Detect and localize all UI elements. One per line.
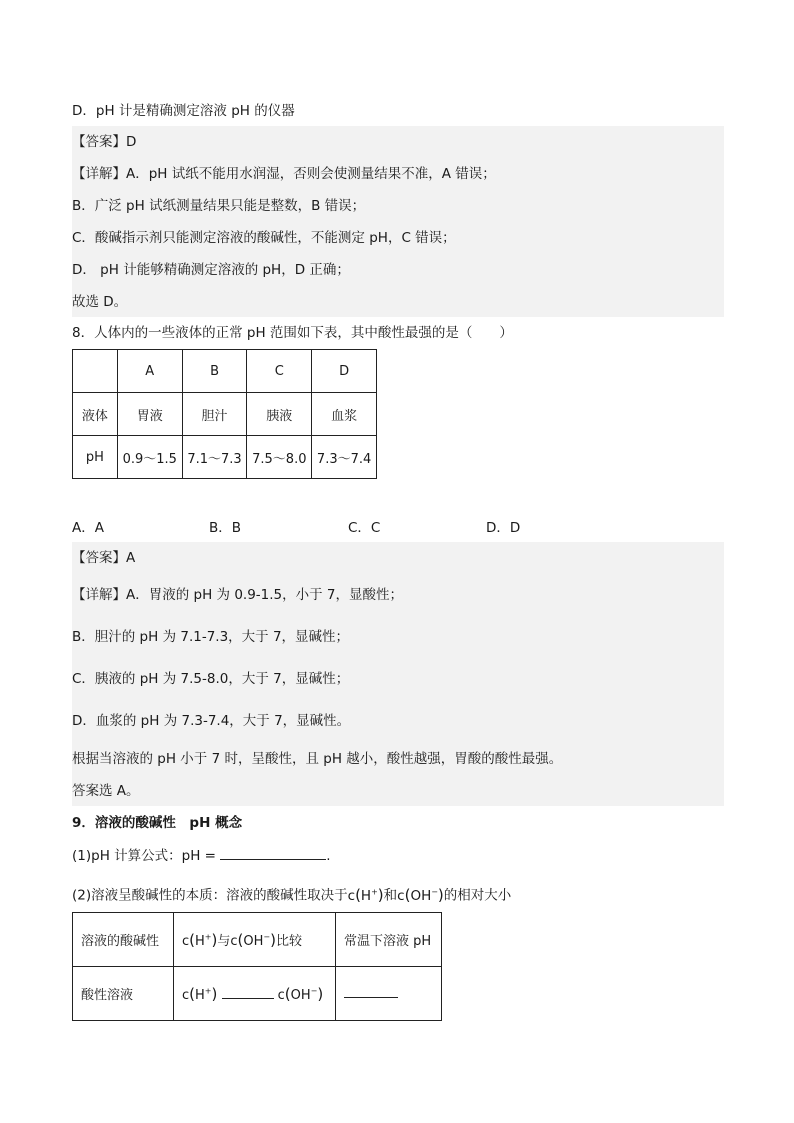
ph-blank[interactable] (344, 985, 398, 998)
detail-a: 【详解】A．pH 试纸不能用水润湿，否则会使测量结果不准，A 错误； (72, 166, 496, 182)
q8-reasoning: 根据当溶液的 pH 小于 7 时，呈酸性，且 pH 越小，酸性越强，胃酸的酸性最强。 (72, 751, 563, 767)
q9-title-text: 溶液的酸碱性 pH 概念 (94, 815, 243, 831)
comparison-cell: c(H+) c(OH−) (174, 967, 336, 1021)
option-a: A．A (72, 520, 104, 536)
c-oh-expression: c(OH−) (397, 885, 444, 904)
q8-answer-label: 【答案】A (72, 550, 136, 566)
table-cell: 7.1～7.3 (182, 436, 247, 479)
table-cell: 0.9～1.5 (117, 436, 182, 479)
q9-item1-prefix: (1)pH 计算公式：pH = (72, 848, 216, 864)
table-header-cell: B (182, 350, 247, 393)
table-header-cell: D (312, 350, 377, 393)
q9-title (72, 813, 242, 833)
q9-item2-mid: 和 (383, 887, 398, 904)
table-header-cell: c(H+)与c(OH−)比较 (174, 913, 336, 967)
q9-item1 (72, 846, 331, 866)
option-d-text: D．pH 计是精确测定溶液 pH 的仪器 (72, 103, 295, 119)
conclusion: 故选 D。 (72, 294, 128, 310)
q9-item1-suffix: . (326, 848, 331, 864)
q8-detail-a: 【详解】A．胃液的 pH 为 0.9-1.5，小于 7，显酸性； (72, 587, 404, 603)
answer-label: 【答案】D (72, 134, 137, 150)
table-cell: 7.5～8.0 (247, 436, 312, 479)
table-cell: 酸性溶液 (73, 967, 174, 1021)
detail-c: C．酸碱指示剂只能测定溶液的酸碱性，不能测定 pH，C 错误； (72, 230, 456, 246)
q8-detail-d: D．血浆的 pH 为 7.3-7.4，大于 7，显碱性。 (72, 713, 351, 729)
q9-item2-suffix: 的相对大小 (443, 887, 512, 904)
detail-b: B．广泛 pH 试纸测量结果只能是整数，B 错误； (72, 198, 366, 214)
table-header-cell: 常温下溶液 pH (336, 913, 442, 967)
option-d: D．D (486, 520, 521, 536)
q8-conclusion: 答案选 A。 (72, 783, 140, 799)
acidity-table (72, 912, 442, 1021)
q8-detail-b: B．胆汁的 pH 为 7.1-7.3，大于 7，显碱性； (72, 629, 350, 645)
table-header-cell: A (117, 350, 182, 393)
ph-table (72, 349, 377, 479)
c-h-expression: c(H+) (347, 885, 384, 904)
table-cell: 7.3～7.4 (312, 436, 377, 479)
q9-title-num: 9． (72, 815, 95, 831)
table-header-cell: 溶液的酸碱性 (73, 913, 174, 967)
answer-shade (72, 126, 724, 317)
table-header-cell (73, 350, 118, 393)
option-b: B．B (209, 520, 242, 536)
table-cell: 液体 (73, 393, 118, 436)
table-header-cell: C (247, 350, 312, 393)
q8-detail-c: C．胰液的 pH 为 7.5-8.0，大于 7，显碱性； (72, 671, 350, 687)
table-cell: 胆汁 (182, 393, 247, 436)
q8-stem: 8．人体内的一些液体的正常 pH 范围如下表，其中酸性最强的是（ ） (72, 325, 513, 341)
comparison-blank[interactable] (222, 986, 274, 999)
q9-item2 (72, 882, 511, 906)
option-c: C．C (348, 520, 381, 536)
table-cell: 胰液 (247, 393, 312, 436)
formula-blank[interactable] (220, 847, 326, 860)
q9-item2-prefix: (2)溶液呈酸碱性的本质：溶液的酸碱性取决于 (72, 887, 348, 904)
table-cell: 血浆 (312, 393, 377, 436)
detail-d: D． pH 计能够精确测定溶液的 pH，D 正确； (72, 262, 350, 278)
table-cell: pH (73, 436, 118, 479)
table-cell: 胃液 (117, 393, 182, 436)
ph-cell (336, 967, 442, 1021)
